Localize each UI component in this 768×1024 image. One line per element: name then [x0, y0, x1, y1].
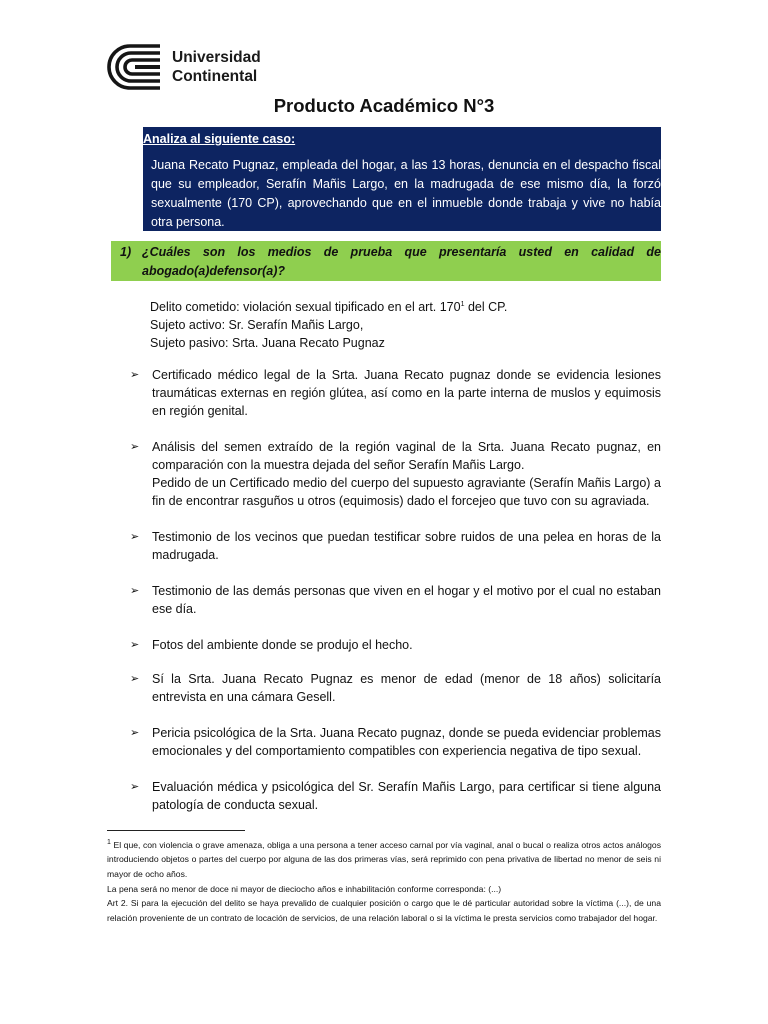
footnote-paragraph: Art 2. Si para la ejecución del delito se haya prevalido de cualquier posición o cargo que le dé particular autoridad sobre la víctima (...), de una relación proveniente de un contrato de locación de servicios, de una relación laboral o si la víctima le presta servicios como trabajador del hogar.: [107, 898, 661, 923]
question-banner: [111, 241, 661, 281]
university-name-line1: Universidad: [172, 49, 261, 66]
arrow-bullet-icon: ➢: [130, 369, 140, 381]
arrow-bullet-icon: ➢: [130, 441, 140, 453]
arrow-bullet-icon: ➢: [130, 673, 140, 685]
university-name-line2: Continental: [172, 68, 258, 85]
evidence-list: [130, 366, 661, 814]
crime-line-end: del CP.: [464, 300, 508, 315]
passive-subject-line: Sujeto pasivo: Srta. Juana Recato Pugnaz: [150, 336, 385, 351]
evidence-item: [130, 366, 661, 420]
arrow-bullet-icon: ➢: [130, 727, 140, 739]
evidence-item: [130, 636, 661, 654]
evidence-item: [130, 724, 661, 760]
evidence-item-text: Sí la Srta. Juana Recato Pugnaz es menor de edad (menor de 18 años) solicitaría entrevista en una cámara Gesell.: [152, 672, 661, 704]
evidence-item-text: Evaluación médica y psicológica del Sr. Serafín Mañis Largo, para certificar si tiene alguna patología de conducta sexual.: [152, 780, 661, 812]
footnote-paragraph: [107, 836, 661, 882]
evidence-item-text: Certificado médico legal de la Srta. Juana Recato pugnaz donde se evidencia lesiones traumáticas externas en región glútea, así como en la parte interna de muslos y equimosis en región genital.: [152, 368, 661, 418]
evidence-item-continuation: [130, 474, 661, 510]
evidence-item-text: Testimonio de las demás personas que viven en el hogar y el motivo por el cual no estaban ese día.: [152, 584, 661, 616]
evidence-item: [130, 528, 661, 564]
footnote-marker: 1: [107, 839, 111, 846]
arrow-bullet-icon: ➢: [130, 531, 140, 543]
crime-summary: [150, 296, 507, 352]
evidence-item-text: Testimonio de los vecinos que puedan testificar sobre ruidos de una pelea en horas de la madrugada.: [152, 530, 661, 562]
evidence-item-text: Pedido de un Certificado medio del cuerpo del supuesto agraviante (Serafín Mañis Largo) a fin de encontrar rasguños u otros (equimosis) dado el forcejeo que tuvo con su agraviada.: [152, 476, 661, 508]
evidence-item: [130, 778, 661, 814]
arrow-bullet-icon: ➢: [130, 585, 140, 597]
document-title: Producto Académico N°3: [273, 95, 495, 116]
case-text: Juana Recato Pugnaz, empleada del hogar, a las 13 horas, denuncia en el despacho fiscal que su empleador, Serafín Mañis Largo, en la madrugada de ese mismo día, la forzó sexualmente (170 CP), aprovechando que en el inmueble donde trabaja y vive no había otra persona.: [151, 158, 661, 229]
evidence-item: [130, 438, 661, 474]
footnote-text: El que, con violencia o grave amenaza, obliga a una persona a tener acceso carnal por vía vaginal, anal o bucal o realiza otros actos análogos introduciendo objetos o partes del cuerpo por alguna de las dos primeras vías, será reprimido con pena privativa de libertad no menor de seis ni mayor de ocho años.: [107, 839, 661, 880]
evidence-item-text: Análisis del semen extraído de la región vaginal de la Srta. Juana Recato pugnaz, en comparación con la muestra dejada del señor Serafín Mañis Largo.: [152, 440, 661, 472]
active-subject-line: Sujeto activo: Sr. Serafín Mañis Largo,: [150, 318, 364, 333]
arrow-bullet-icon: ➢: [130, 781, 140, 793]
question-number: 1): [120, 245, 132, 259]
evidence-item: [130, 670, 661, 706]
footnote-reference: 1: [460, 301, 465, 308]
university-logo-icon: [106, 44, 162, 90]
case-heading: Analiza al siguiente caso:: [143, 132, 296, 146]
footnote-paragraph: La pena será no menor de doce ni mayor de dieciocho años e inhabilitación conforme corresponda: (...): [107, 883, 502, 894]
university-name: [172, 48, 261, 86]
crime-line-text: Delito cometido: violación sexual tipificado en el art. 170: [150, 300, 461, 315]
evidence-item: [130, 582, 661, 618]
case-box: [143, 127, 661, 231]
evidence-item-text: Pericia psicológica de la Srta. Juana Recato pugnaz, donde se pueda evidenciar problemas emocionales y del comportamiento compatibles con experiencia negativa de tipo sexual.: [152, 726, 661, 758]
arrow-bullet-icon: ➢: [130, 639, 140, 651]
crime-line: [150, 296, 507, 316]
footnote: [107, 836, 661, 925]
evidence-item-text: Fotos del ambiente donde se produjo el hecho.: [152, 638, 413, 652]
question-text: ¿Cuáles son los medios de prueba que presentaría usted en calidad de abogado(a)defensor(a)?: [142, 245, 661, 278]
footnote-separator: [107, 830, 245, 831]
university-logo: [106, 44, 266, 90]
